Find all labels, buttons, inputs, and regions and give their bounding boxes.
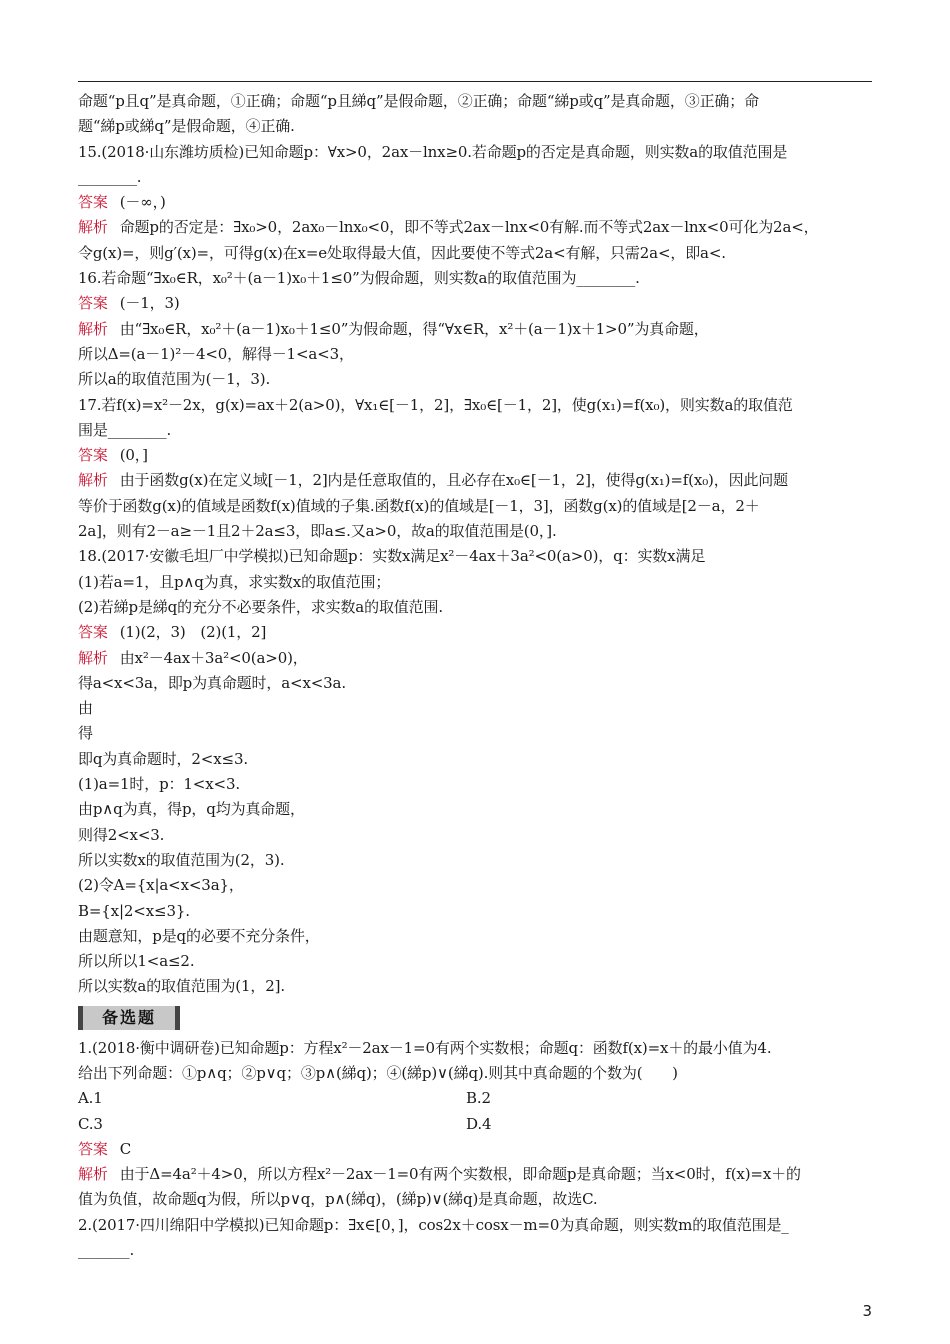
analysis-line: 得a<x<3a，即p为真命题时，a<x<3a.: [78, 673, 346, 692]
question-18: 18.(2017·安徽毛坦厂中学模拟)已知命题p：实数x满足x²－4ax＋3a²<0(a>0)，q：实数x满足: [78, 547, 706, 566]
answer-label: 答案: [78, 623, 108, 642]
page-number: 3: [862, 1302, 872, 1320]
question-line: 围是________.: [78, 420, 172, 439]
analysis-line: 2a]，则有2－a≥－1且2＋2a≤3，即a≤.又a>0，故a的取值范围是(0，].: [78, 522, 557, 541]
question-line: (1)若a=1，且p∧q为真，求实数x的取值范围；: [78, 572, 391, 591]
analysis-line: B={x|2<x≤3}.: [78, 901, 190, 920]
analysis-label: 解析: [78, 648, 108, 667]
question-16: 16.若命题“∃x₀∈R，x₀²＋(a－1)x₀＋1≤0”为假命题，则实数a的取值范围为________.: [78, 269, 640, 288]
answer-label: 答案: [78, 294, 108, 313]
analysis-17: [78, 468, 878, 493]
analysis-label: 解析: [78, 1165, 108, 1184]
analysis-line: 由: [78, 699, 93, 718]
analysis-line: 由题意知，p是q的必要不充分条件，: [78, 926, 320, 945]
analysis-label: 解析: [78, 319, 108, 338]
answer-b1: [78, 1137, 878, 1162]
analysis-line: 所以Δ=(a－1)²－4<0，解得－1<a<3，: [78, 344, 354, 363]
section-banner-label: 备选题: [101, 1007, 156, 1027]
analysis-18: [78, 646, 878, 671]
text-line: 题“綈p或綈q”是假命题，④正确.: [78, 117, 295, 136]
answer-16: [78, 291, 878, 316]
analysis-b1: [78, 1162, 878, 1187]
answer-17: [78, 443, 878, 468]
analysis-label: 解析: [78, 218, 108, 237]
answer-text: C: [119, 1139, 132, 1158]
question-15: 15.(2018·山东潍坊质检)已知命题p：∀x>0，2ax－lnx≥0.若命题p的否定是真命题，则实数a的取值范围是: [78, 142, 788, 161]
analysis-line: 所以实数a的取值范围为(1，2].: [78, 977, 285, 996]
analysis-15: [78, 215, 878, 240]
answer-text: (1)(2，3) (2)(1，2]: [119, 623, 267, 642]
blank-line: ________.: [78, 167, 142, 186]
analysis-text: 命题p的否定是：∃x₀>0，2ax₀－lnx₀<0，即不等式2ax－lnx<0有解.而不等式2ax－lnx<0可化为2a<，: [119, 218, 819, 237]
analysis-line: 由p∧q为真，得p，q均为真命题，: [78, 800, 305, 819]
text-line: 命题“p且q”是真命题，①正确；命题“p且綈q”是假命题，②正确；命题“綈p或q”是真命题，③正确；命: [78, 92, 759, 110]
options-row: [78, 1112, 878, 1137]
analysis-text: 由“∃x₀∈R，x₀²＋(a－1)x₀＋1≤0”为假命题，得“∀x∈R，x²＋(a－1)x＋1>0”为真命题，: [119, 319, 709, 338]
question-17: 17.若f(x)=x²－2x，g(x)=ax＋2(a>0)，∀x₁∈[－1，2]，∃x₀∈[－1，2]，使g(x₁)=f(x₀)，则实数a的取值范: [78, 395, 793, 414]
analysis-16: [78, 317, 878, 342]
answer-label: 答案: [78, 193, 108, 212]
analysis-text: 由于Δ=4a²＋4>0，所以方程x²－2ax－1=0有两个实数根，即命题p是真命题；当x<0时，f(x)=x＋的: [119, 1165, 801, 1184]
analysis-line: 等价于函数g(x)的值域是函数f(x)值域的子集.函数f(x)的值域是[－1，3]，函数g(x)的值域是[2－a，2＋: [78, 496, 760, 515]
analysis-label: 解析: [78, 471, 108, 490]
analysis-line: 所以所以1<a≤2.: [78, 952, 195, 971]
blank-line: _______.: [78, 1241, 135, 1260]
answer-text: (－1，3): [119, 294, 180, 313]
option-b: B.2: [466, 1089, 491, 1108]
answer-label: 答案: [78, 1139, 108, 1158]
options-row: [78, 1086, 878, 1111]
option-c: C.3: [78, 1114, 103, 1133]
question-line: (2)若綈p是綈q的充分不必要条件，求实数a的取值范围.: [78, 597, 443, 616]
option-a: A.1: [78, 1089, 103, 1108]
header-rule: [78, 81, 872, 82]
analysis-line: 令g(x)=，则g′(x)=，可得g(x)在x=e处取得最大值，因此要使不等式2a<有解，只需2a<，即a<.: [78, 243, 726, 262]
answer-text: (0，]: [119, 446, 148, 465]
answer-15: [78, 190, 878, 215]
analysis-line: 即q为真命题时，2<x≤3.: [78, 749, 248, 768]
document-body: [78, 89, 878, 1263]
option-d: D.4: [466, 1114, 492, 1133]
analysis-text: 由于函数g(x)在定义域[－1，2]内是任意取值的，且必存在x₀∈[－1，2]，使得g(x₁)=f(x₀)，因此问题: [119, 471, 789, 490]
analysis-line: (1)a=1时，p：1<x<3.: [78, 775, 240, 794]
extra-question-1: 1.(2018·衡中调研卷)已知命题p：方程x²－2ax－1=0有两个实数根；命题q：函数f(x)=x＋的最小值为4.: [78, 1038, 772, 1057]
analysis-line: 则得2<x<3.: [78, 825, 165, 844]
answer-label: 答案: [78, 446, 108, 465]
extra-question-2: 2.(2017·四川绵阳中学模拟)已知命题p：∃x∈[0，]，cos2x＋cosx－m=0为真命题，则实数m的取值范围是_: [78, 1215, 789, 1234]
analysis-line: 值为负值，故命题q为假，所以p∨q，p∧(綈q)，(綈p)∨(綈q)是真命题，故选C.: [78, 1190, 598, 1209]
analysis-text: 由x²－4ax＋3a²<0(a>0)，: [119, 648, 308, 667]
section-banner: [78, 1006, 180, 1030]
answer-18: [78, 620, 878, 645]
analysis-line: (2)令A={x|a<x<3a}，: [78, 876, 244, 895]
question-line: 给出下列命题：①p∧q；②p∨q；③p∧(綈q)；④(綈p)∨(綈q).则其中真命题的个数为( ): [78, 1063, 678, 1082]
analysis-line: 得: [78, 724, 93, 743]
analysis-line: 所以实数x的取值范围为(2，3).: [78, 850, 285, 869]
answer-text: (－∞，): [119, 193, 166, 212]
analysis-line: 所以a的取值范围为(－1，3).: [78, 370, 271, 389]
